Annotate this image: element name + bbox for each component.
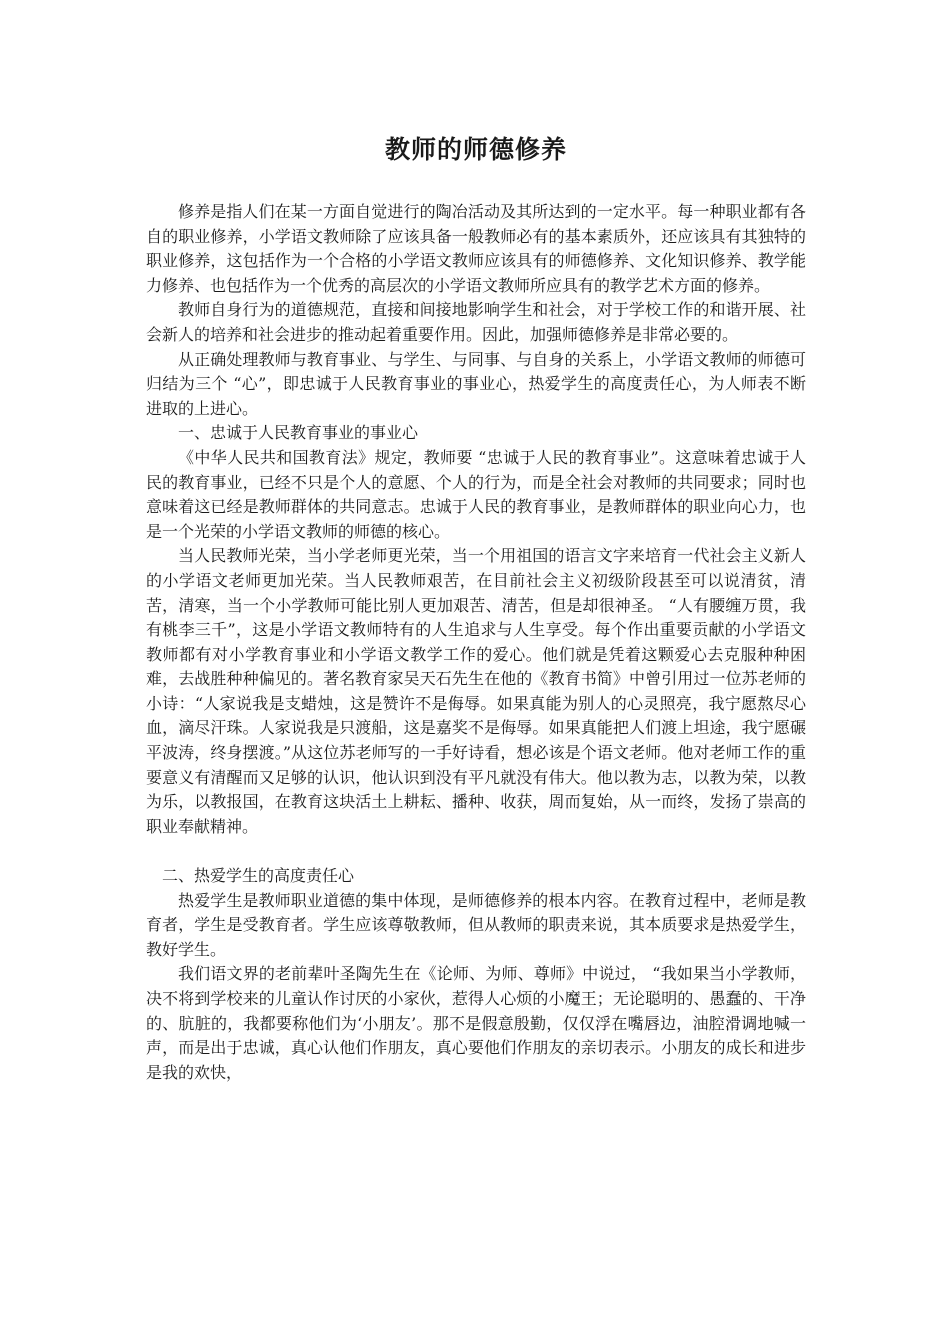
section-1-heading: 一、忠诚于人民教育事业的事业心 [178, 423, 419, 443]
section-1-paragraph-1: 《中华人民共和国教育法》规定，教师要 “忠诚于人民的教育事业”。这意味着忠诚于人民的教育事业，已经不只是个人的意愿、个人的行为，而是全社会对教师的共同要求；同时也意味着这已经是教师群体的共同意志。忠诚于人民的教育事业，是教师群体的职业向心力，也是一个光荣的小学语文教师的师德的核心。 [146, 447, 806, 541]
section-2-paragraph-1: 热爱学生是教师职业道德的集中体现，是师德修养的根本内容。在教育过程中，老师是教育者，学生是受教育者。学生应该尊敬教师，但从教师的职责来说，其本质要求是热爱学生，教好学生。 [146, 890, 806, 959]
section-2-paragraph-2: 我们语文界的老前辈叶圣陶先生在《论师、为师、尊师》中说过， “我如果当小学教师，决不将到学校来的儿童认作讨厌的小家伙，惹得人心烦的小魔王；无论聪明的、愚蠢的、干净的、肮脏的，我都要称他们为‘小朋友’。那不是假意殷勤，仅仅浮在嘴唇边，油腔滑调地喊一声，而是出于忠诚，真心认他们作朋友，真心要他们作朋友的亲切表示。小朋友的成长和进步是我的欢快， [146, 964, 806, 1082]
paragraph-intro-3: 从正确处理教师与教育事业、与学生、与同事、与自身的关系上，小学语文教师的师德可归结为三个 “心”，即忠诚于人民教育事业的事业心，热爱学生的高度责任心，为人师表不断进取的上进心。 [146, 349, 806, 418]
paragraph-intro-1: 修养是指人们在某一方面自觉进行的陶冶活动及其所达到的一定水平。每一种职业都有各自的职业修养，小学语文教师除了应该具备一般教师必有的基本素质外，还应该具有其独特的职业修养，这包括作为一个合格的小学语文教师应该具有的师德修养、文化知识修养、教学能力修养、也包括作为一个优秀的高层次的小学语文教师所应具有的教学艺术方面的修养。 [146, 202, 806, 295]
section-1-paragraph-2: 当人民教师光荣，当小学老师更光荣，当一个用祖国的语言文字来培育一代社会主义新人的小学语文老师更加光荣。当人民教师艰苦，在目前社会主义初级阶段甚至可以说清贫，清苦，清寒，当一个小学教师可能比别人更加艰苦、清苦，但是却很神圣。 “人有腰缠万贯，我有桃李三千”，这是小学语文教师特有的人生追求与人生享受。每个作出重要贡献的小学语文教师都有对小学教育事业和小学语文教学工作的爱心。他们就是凭着这颗爱心去克服种种困难，去战胜种种偏见的。著名教育家吴天石先生在他的《教育书简》中曾引用过一位苏老师的小诗：“人家说我是支蜡烛，这是赞许不是侮辱。如果真能为别人的心灵照亮，我宁愿熬尽心血，滴尽汗珠。人家说我是只渡船，这是嘉奖不是侮辱。如果真能把人们渡上坦途，我宁愿碾平波涛，终身摆渡。”从这位苏老师写的一手好诗看，想必该是个语文老师。他对老师工作的重要意义有清醒而又足够的认识，他认识到没有平凡就没有伟大。他以教为志，以教为荣，以教为乐，以教报国，在教育这块活土上耕耘、播种、收获，周而复始，从一而终，发扬了崇高的职业奉献精神。 [146, 546, 806, 836]
document-page [146, 128, 806, 1085]
blank-line [146, 839, 806, 864]
section-2-heading: 二、热爱学生的高度责任心 [162, 866, 355, 886]
paragraph-intro-2: 教师自身行为的道德规范，直接和间接地影响学生和社会，对于学校工作的和谐开展、社会新人的培养和社会进步的推动起着重要作用。因此，加强师德修养是非常必要的。 [146, 300, 806, 344]
document-title: 教师的师德修养 [384, 135, 567, 164]
document-body [146, 200, 806, 1085]
